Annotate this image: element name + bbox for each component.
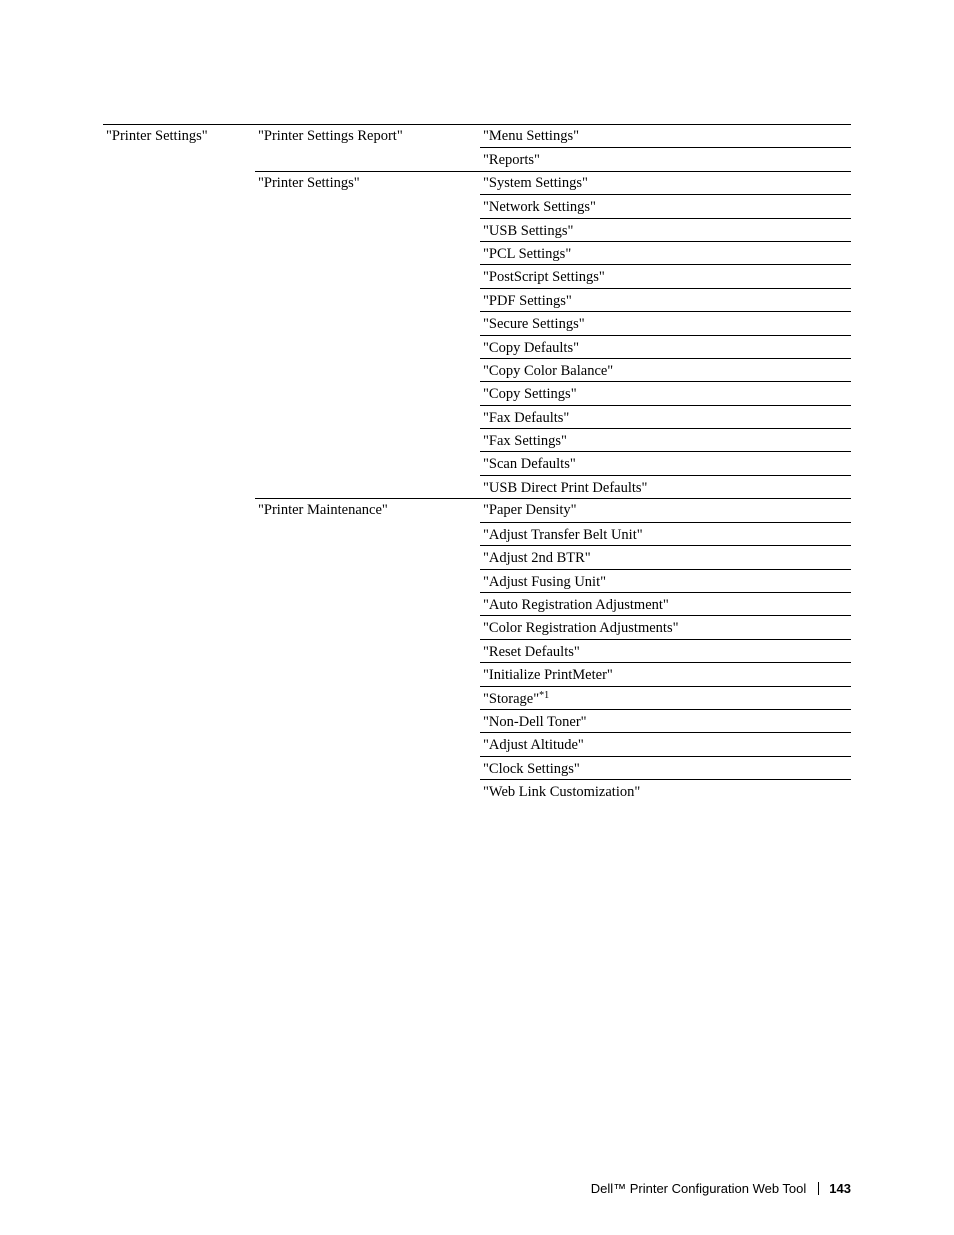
- footer-separator: [818, 1182, 819, 1195]
- list-item: "System Settings": [483, 174, 588, 191]
- list-item-storage: [480, 686, 851, 709]
- list-item: "PCL Settings": [480, 241, 851, 264]
- level1-label: "Printer Settings": [106, 128, 208, 144]
- list-item: "Adjust Transfer Belt Unit": [480, 522, 851, 545]
- page-footer: [591, 1181, 851, 1197]
- list-item: "Adjust 2nd BTR": [480, 545, 851, 568]
- list-item: "Fax Settings": [480, 428, 851, 451]
- list-item: "Adjust Altitude": [480, 732, 851, 755]
- list-item: "Copy Settings": [480, 381, 851, 404]
- storage-label: "Storage": [483, 690, 540, 707]
- list-item: "Scan Defaults": [480, 451, 851, 474]
- list-item: "Reset Defaults": [480, 639, 851, 662]
- list-item: "Paper Density": [483, 502, 577, 519]
- item-list: [480, 124, 851, 171]
- list-item: "USB Settings": [480, 218, 851, 241]
- level2-label: "Printer Settings Report": [258, 128, 403, 144]
- list-item: "Menu Settings": [483, 128, 580, 144]
- list-item: "Web Link Customization": [480, 779, 851, 802]
- list-item: "Copy Color Balance": [480, 358, 851, 381]
- list-item: "Secure Settings": [480, 311, 851, 334]
- list-item: "Clock Settings": [480, 756, 851, 779]
- list-item: "Color Registration Adjustments": [480, 615, 851, 638]
- list-item: "PDF Settings": [480, 288, 851, 311]
- list-item: "Initialize PrintMeter": [480, 662, 851, 685]
- footer-title: Dell™ Printer Configuration Web Tool: [590, 1181, 807, 1196]
- list-item: "Copy Defaults": [480, 335, 851, 358]
- footnote-marker: *1: [539, 689, 550, 701]
- list-item: "USB Direct Print Defaults": [480, 475, 851, 498]
- list-item: "Fax Defaults": [480, 405, 851, 428]
- level2-label: "Printer Maintenance": [258, 502, 388, 519]
- list-item: "Adjust Fusing Unit": [480, 569, 851, 592]
- item-list: [480, 498, 851, 802]
- list-item: "Auto Registration Adjustment": [480, 592, 851, 615]
- list-item: "Reports": [480, 147, 851, 170]
- page-number: 143: [829, 1181, 851, 1196]
- list-item: "Non-Dell Toner": [480, 709, 851, 732]
- list-item: "Network Settings": [480, 194, 851, 217]
- list-item: "PostScript Settings": [480, 264, 851, 287]
- level2-label: "Printer Settings": [258, 174, 360, 191]
- item-list: [480, 171, 851, 498]
